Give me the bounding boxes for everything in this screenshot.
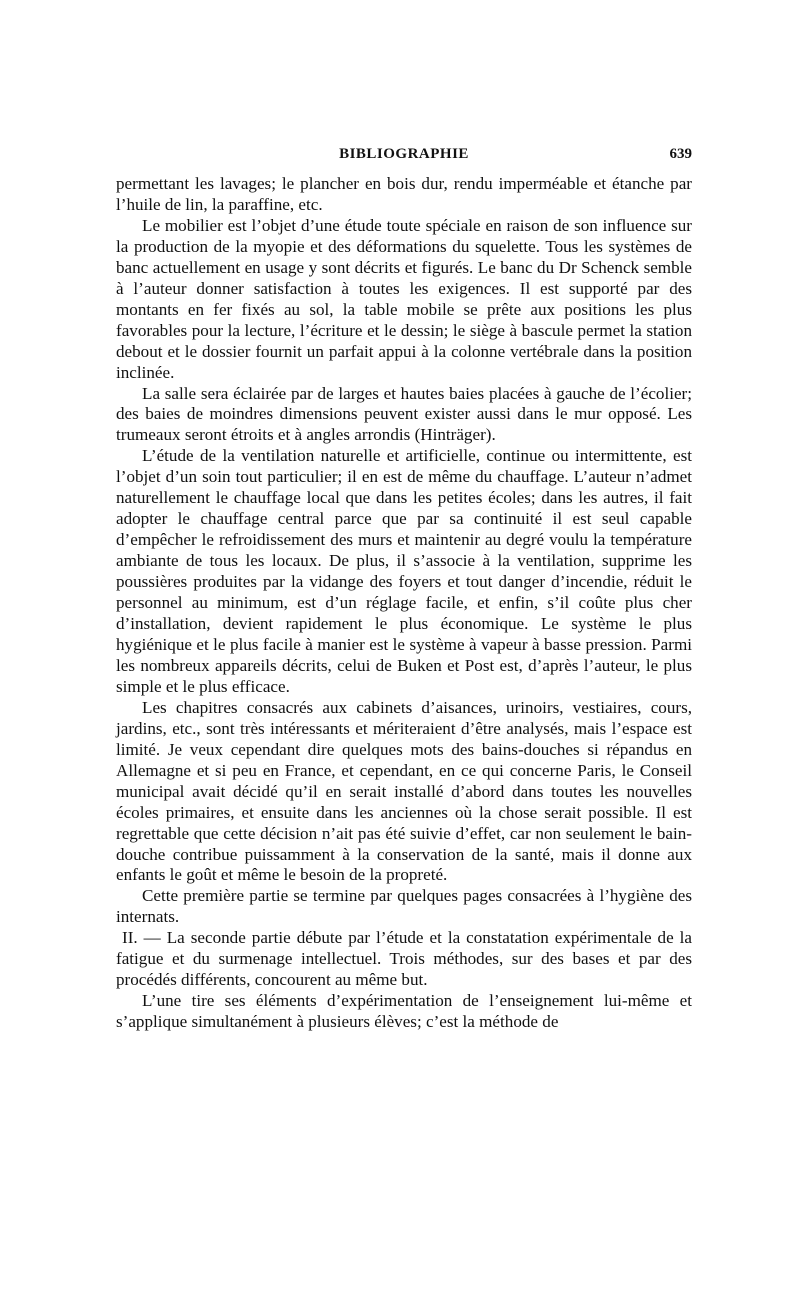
paragraph-mobilier: Le mobilier est l’objet d’une étude toute spéciale en raison de son influence sur la production de la myopie et des déformations du squelette. Tous les systèmes de banc actuellement en usage y sont décrits et figurés. Le banc du Dr Schenck semble à l’auteur donner satisfaction à toutes les exigences. Il est supporté par des montants en fer fixés au sol, la table mobile se prête aux positions les plus favorables pour la lecture, l’écriture et le dessin; le siège à bascule permet la station debout et le dossier fournit un parfait appui à la colonne vertébrale dans la position inclinée. <box>116 215 692 382</box>
paragraph-bains-douches: Les chapitres consacrés aux cabinets d’aisances, urinoirs, vestiaires, cours, jardins, etc., sont très intéressants et mériteraient d’être analysés, mais l’espace est limité. Je veux cependant dire quelques mots des bains-douches si répandus en Allemagne et si peu en France, et cependant, en ce qui concerne Paris, le Conseil municipal avait décidé qu’il en serait installé d’abord dans toutes les nouvelles écoles primaires, et ensuite dans les anciennes où la chose serait possible. Il est regrettable que cette décision n’ait pas été suivie d’effet, car non seulement le bain-douche contribue puissamment à la conservation de la santé, mais il donne aux enfants le goût et même le besoin de la propreté. <box>116 697 692 885</box>
document-page <box>116 142 692 1033</box>
page-number: 639 <box>669 146 692 162</box>
page-header <box>116 142 692 172</box>
paragraph-ventilation: L’étude de la ventilation naturelle et artificielle, continue ou intermittente, est l’objet d’un soin tout particulier; il en est de même du chauffage. L’auteur n’admet naturellement le chauffage local que dans les petites écoles; dans les autres, il fait adopter le chauffage central parce que par sa continuité il est seul capable d’empêcher le refroidissement des murs et maintenir au degré voulu la température ambiante de tous les locaux. De plus, il s’associe à la ventilation, supprime les poussières produites par la vidange des foyers et tout danger d’incendie, réduit le personnel au minimum, est d’un réglage facile, et enfin, s’il coûte plus cher d’installation, devient rapidement le plus économique. Le système le plus hygiénique et le plus facile à manier est le système à vapeur à basse pression. Parmi les nombreux appareils décrits, celui de Buken et Post est, d’après l’auteur, le plus simple et le plus efficace. <box>116 446 692 696</box>
paragraph-methode: L’une tire ses éléments d’expérimentation de l’enseignement lui-même et s’applique simultanément à plusieurs élèves; c’est la méthode de <box>116 991 692 1032</box>
running-title: BIBLIOGRAPHIE <box>339 146 469 162</box>
paragraph-eclairage: La salle sera éclairée par de larges et hautes baies placées à gauche de l’écolier; des baies de moindres dimensions peuvent exister aussi dans le mur opposé. Les trumeaux seront étroits et à angles arrondis (Hinträger). <box>116 383 692 445</box>
paragraph-lavages: permettant les lavages; le plancher en bois dur, rendu imperméable et étanche par l’huile de lin, la paraffine, etc. <box>116 174 692 214</box>
paragraph-internats: Cette première partie se termine par quelques pages consacrées à l’hygiène des internats. <box>116 886 692 927</box>
paragraph-seconde-partie: II. — La seconde partie débute par l’étude et la constatation expérimentale de la fatigue et du surmenage intellectuel. Trois méthodes, sur des bases et par des procédés différents, concourent au même but. <box>116 928 692 990</box>
body-text <box>116 174 692 1033</box>
